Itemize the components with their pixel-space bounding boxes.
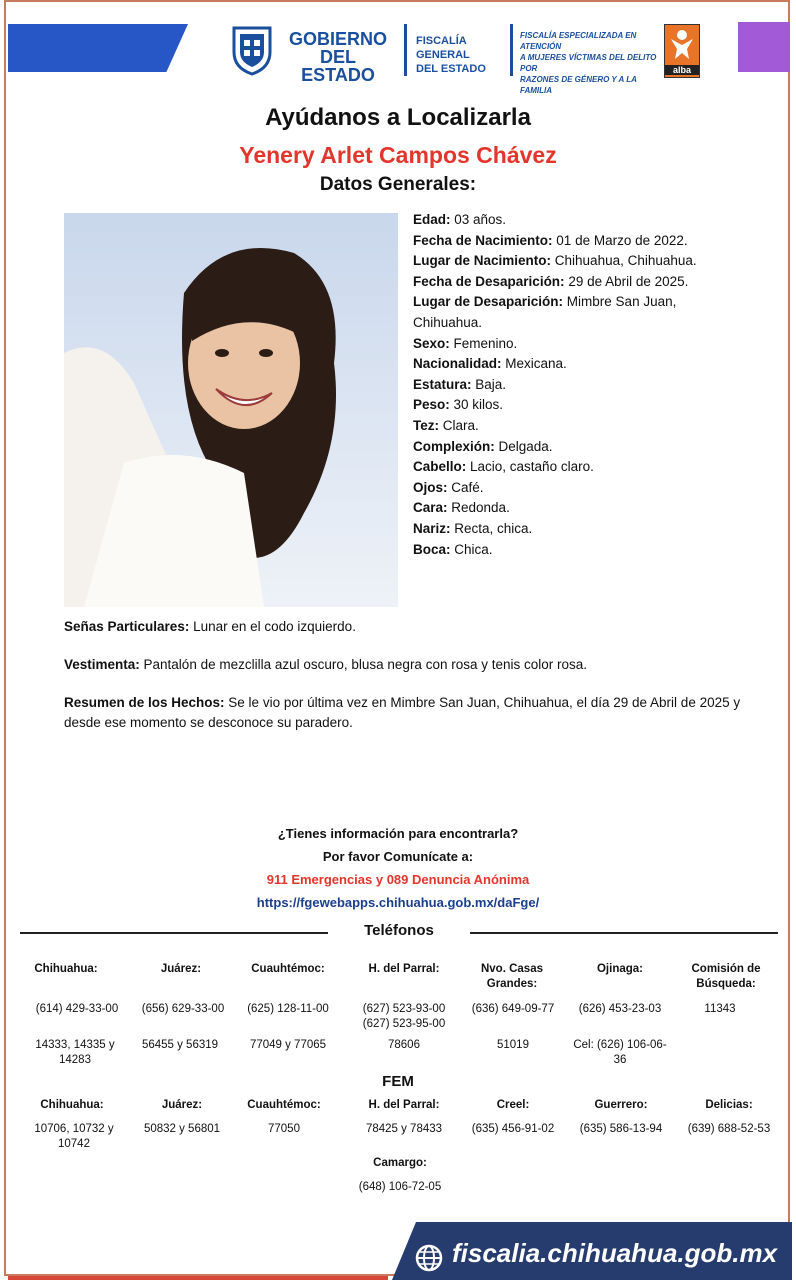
detail-row: Lugar de Desaparición: Mimbre San Juan, Chihuahua. [413, 294, 677, 330]
phone-extensions: 78606 [388, 1039, 420, 1051]
fem-extensions: 78425 y 78433 [365, 1123, 443, 1135]
fem-extensions: 50832 y 56801 [143, 1123, 221, 1135]
alba-figure-icon [665, 25, 699, 63]
clothing: Vestimenta: Pantalón de mezclilla azul oscuro, blusa negra con rosa y tenis color rosa. [64, 657, 588, 672]
detail-row: Cabello: Lacio, castaño claro. [413, 459, 594, 475]
phones-header [20, 922, 778, 942]
fem-title: FEM [382, 1073, 414, 1090]
phone-extensions: 14333, 14335 y 14283 [35, 1039, 115, 1066]
footer-website-link[interactable]: fiscalia.chihuahua.gob.mx [452, 1238, 778, 1268]
detail-row: Fecha de Nacimiento: 01 de Marzo de 2022. [413, 232, 688, 248]
phones-col-header: Nvo. Casas Grandes: [480, 963, 543, 990]
fem-col-header: Chihuahua: [40, 1099, 104, 1111]
fem-col-header: Juárez: [161, 1099, 203, 1111]
detail-row: Tez: Clara. [413, 417, 479, 433]
header-purple-band [738, 22, 790, 72]
phone-number: 11343 [704, 1003, 736, 1015]
detail-row: Complexión: Delgada. [413, 438, 553, 454]
detail-row: Peso: 30 kilos. [413, 397, 504, 413]
detail-row: Cara: Redonda. [413, 500, 510, 516]
contact-question: ¿Tienes información para encontrarla? [277, 826, 519, 841]
detail-row: Ojos: Café. [413, 479, 484, 495]
fem-col-header: Cuauhtémoc: [247, 1099, 321, 1111]
fem-col-header: Camargo: [373, 1157, 427, 1169]
fem-extensions: (648) 106-72-05 [358, 1181, 442, 1193]
phone-extensions: 56455 y 56319 [141, 1039, 219, 1051]
person-photo [64, 213, 398, 607]
alba-logo [664, 24, 700, 78]
header-divider [404, 24, 407, 76]
fem-logo-text: FISCALÍA ESPECIALIZADA EN ATENCIÓN A MUJERES VÍCTIMAS DEL DELITO POR RAZONES DE GÉNERO Y A LA FAMILIA [520, 31, 657, 95]
phone-number: (625) 128-11-00 [247, 1003, 329, 1015]
contact-block [0, 822, 796, 914]
phone-number: (614) 429-33-00 [35, 1003, 119, 1015]
fiscalia-logo-text: FISCALÍA GENERAL DEL ESTADO [416, 35, 486, 75]
footer-red-strip [8, 1276, 388, 1280]
phone-number: (636) 649-09-77 [471, 1003, 555, 1015]
phones-title: Teléfonos [364, 922, 434, 939]
fem-col-header: H. del Parral: [368, 1099, 440, 1111]
detail-row: Sexo: Femenino. [413, 335, 518, 351]
phones-col-header: Ojinaga: [596, 963, 643, 975]
header-blue-band [8, 24, 188, 72]
report-url-link[interactable]: https://fgewebapps.chihuahua.gob.mx/daFge/ [256, 895, 540, 910]
section-title: Datos Generales: [319, 174, 477, 195]
person-name: Yenery Arlet Campos Chávez [239, 142, 557, 168]
gobierno-logo-text: GOBIERNO DEL ESTADO [288, 29, 387, 85]
detail-row: Nacionalidad: Mexicana. [413, 356, 567, 372]
fem-extensions: 77050 [268, 1123, 300, 1135]
phones-col-header: Chihuahua: [34, 963, 98, 975]
detail-row: Nariz: Recta, chica. [413, 520, 533, 536]
detail-row: Fecha de Desaparición: 29 de Abril de 2025. [413, 273, 689, 289]
phone-extensions: 77049 y 77065 [249, 1039, 327, 1051]
fem-extensions: (635) 586-13-94 [579, 1123, 663, 1135]
fem-col-header: Guerrero: [594, 1099, 648, 1111]
phones-col-header: H. del Parral: [368, 963, 440, 975]
distinctive-marks: Señas Particulares: Lunar en el codo izquierdo. [64, 619, 356, 634]
header-divider [510, 24, 513, 76]
contact-please: Por favor Comunícate a: [322, 849, 474, 864]
phone-number: (626) 453-23-03 [578, 1003, 662, 1015]
emergency-numbers: 911 Emergencias y 089 Denuncia Anónima [266, 872, 530, 887]
general-data-list [413, 210, 743, 560]
fem-col-header: Creel: [496, 1099, 530, 1111]
fem-col-header: Delicias: [705, 1099, 753, 1111]
fem-extensions: 10706, 10732 y 10742 [34, 1123, 114, 1150]
detail-row: Edad: 03 años. [413, 212, 507, 227]
summary-of-facts: Resumen de los Hechos: Se le vio por última vez en Mimbre San Juan, Chihuahua, el día 29 de Abril de 2025 y desde ese momento se desconoce su paradero. [64, 695, 741, 730]
phone-extensions: Cel: (626) 106-06-36 [573, 1039, 667, 1066]
phone-number: (656) 629-33-00 [141, 1003, 225, 1015]
phones-col-header: Comisión de Búsqueda: [691, 963, 761, 990]
state-shield-logo [230, 24, 274, 76]
alba-label: alba [665, 65, 699, 75]
page-title: Ayúdanos a Localizarla [265, 104, 531, 131]
detail-row: Lugar de Nacimiento: Chihuahua, Chihuahua. [413, 253, 697, 269]
fem-extensions: (635) 456-91-02 [471, 1123, 555, 1135]
detail-row: Estatura: Baja. [413, 376, 507, 392]
phone-extensions: 51019 [497, 1039, 529, 1051]
fem-extensions: (639) 688-52-53 [687, 1123, 771, 1135]
detail-row: Boca: Chica. [413, 541, 493, 557]
phone-number: (627) 523-93-00 (627) 523-95-00 [362, 1003, 446, 1030]
phones-col-header: Cuauhtémoc: [251, 963, 325, 975]
phones-col-header: Juárez: [160, 963, 202, 975]
globe-icon [414, 1243, 444, 1273]
